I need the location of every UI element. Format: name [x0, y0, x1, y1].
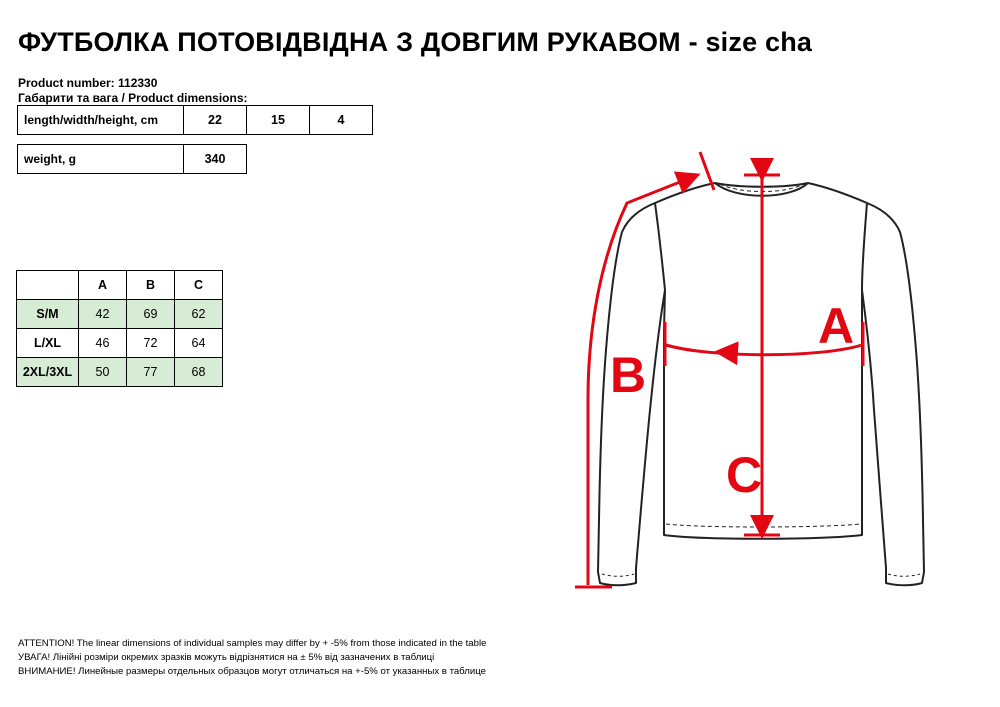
- product-number: Product number: 112330: [18, 76, 158, 90]
- label-a: A: [818, 298, 855, 354]
- size-cell: L/XL: [17, 329, 79, 358]
- size-cell: S/M: [17, 300, 79, 329]
- value-cell-b: 77: [127, 358, 175, 387]
- header-cell-b: B: [127, 271, 175, 300]
- note-ua: УВАГА! Лінійні розміри окремих зразків можуть відрізнятися на ± 5% від зазначених в таблиці: [18, 652, 435, 663]
- lwh-label: length/width/height, cm: [18, 106, 184, 135]
- arrow-a-head: [720, 352, 735, 353]
- value-cell-a: 46: [79, 329, 127, 358]
- weight-label: weight, g: [18, 145, 184, 174]
- height-value: 4: [310, 106, 373, 135]
- note-en: ATTENTION! The linear dimensions of individual samples may differ by + -5% from those indicated in the table: [18, 638, 487, 649]
- header-cell-a: A: [79, 271, 127, 300]
- label-c: C: [726, 447, 763, 503]
- width-value: 15: [247, 106, 310, 135]
- value-cell-a: 42: [79, 300, 127, 329]
- value-cell-a: 50: [79, 358, 127, 387]
- value-cell-c: 64: [175, 329, 223, 358]
- value-cell-b: 72: [127, 329, 175, 358]
- notes: [18, 637, 486, 679]
- length-value: 22: [184, 106, 247, 135]
- size-cell: 2XL/3XL: [17, 358, 79, 387]
- label-b: B: [610, 347, 647, 403]
- value-cell-b: 69: [127, 300, 175, 329]
- note-ru: ВНИМАНИЕ! Линейные размеры отдельных образцов могут отличаться на +-5% от указанных в таблице: [18, 666, 486, 677]
- header-cell-c: C: [175, 271, 223, 300]
- page-title: ФУТБОЛКА ПОТОВІДВІДНА З ДОВГИМ РУКАВОМ - size cha: [18, 27, 813, 57]
- dimensions-heading: Габарити та вага / Product dimensions:: [18, 91, 248, 105]
- value-cell-c: 62: [175, 300, 223, 329]
- value-cell-c: 68: [175, 358, 223, 387]
- weight-value: 340: [184, 145, 247, 174]
